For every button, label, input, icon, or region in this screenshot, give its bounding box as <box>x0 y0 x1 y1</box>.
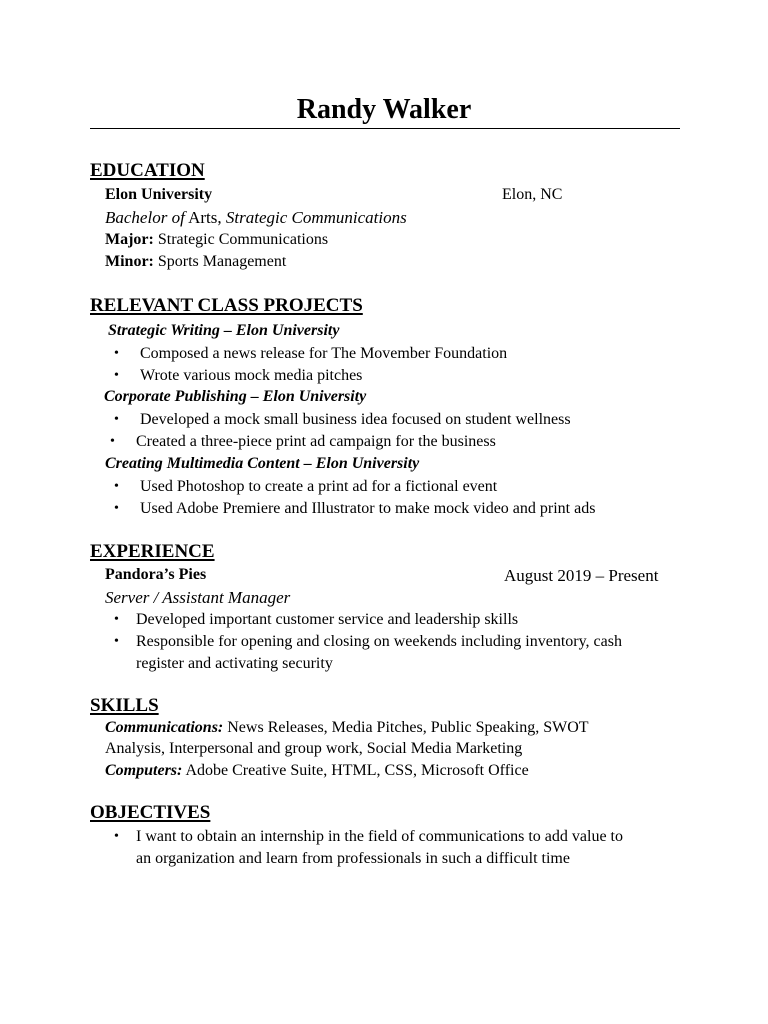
employment-dates: August 2019 – Present <box>504 566 659 585</box>
project-bullet: Developed a mock small business idea focused on student wellness <box>140 411 571 428</box>
skills-communications-continued: Analysis, Interpersonal and group work, Social Media Marketing <box>105 740 523 757</box>
major-value: Strategic Communications <box>153 231 329 248</box>
objective-text: I want to obtain an internship in the field of communications to add value to <box>136 828 623 845</box>
project-title: Strategic Writing – Elon University <box>108 322 340 339</box>
degree-line <box>105 208 407 228</box>
project-bullet: Used Adobe Premiere and Illustrator to make mock video and print ads <box>140 500 596 517</box>
project-title: Creating Multimedia Content – Elon University <box>105 455 420 472</box>
bullet-dot: • <box>114 634 119 649</box>
bullet-dot: • <box>114 479 119 494</box>
skills-communications <box>105 719 589 737</box>
objective-text-continued: an organization and learn from professionals in such a difficult time <box>136 850 570 867</box>
communications-value: News Releases, Media Pitches, Public Speaking, SWOT <box>223 719 589 736</box>
school-location: Elon, NC <box>502 186 563 203</box>
computers-value: Adobe Creative Suite, HTML, CSS, Microsoft Office <box>182 762 529 779</box>
bullet-dot: • <box>114 829 119 844</box>
computers-label: Computers: <box>105 762 183 779</box>
project-bullet: Composed a news release for The Movember Foundation <box>140 345 508 362</box>
school-name: Elon University <box>105 186 213 203</box>
header-divider <box>90 128 680 129</box>
minor-line <box>105 253 286 271</box>
degree-part-1: Bachelor of <box>105 208 185 227</box>
resume-name: Randy Walker <box>296 94 472 125</box>
degree-part-2: Arts, <box>184 208 226 227</box>
minor-value: Sports Management <box>153 253 287 270</box>
project-title: Corporate Publishing – Elon University <box>104 388 367 405</box>
experience-bullet: Responsible for opening and closing on weekends including inventory, cash <box>136 633 622 650</box>
employer-name: Pandora’s Pies <box>105 566 207 583</box>
bullet-dot: • <box>114 368 119 383</box>
projects-heading: RELEVANT CLASS PROJECTS <box>90 295 363 316</box>
bullet-dot: • <box>114 501 119 516</box>
major-label: Major: <box>105 231 154 248</box>
degree-part-3: Strategic Communications <box>225 208 407 227</box>
skills-computers <box>105 762 529 780</box>
project-bullet: Used Photoshop to create a print ad for a fictional event <box>140 478 498 495</box>
skills-heading: SKILLS <box>90 695 159 716</box>
minor-label: Minor: <box>105 253 154 270</box>
bullet-dot: • <box>114 346 119 361</box>
experience-bullet-continued: register and activating security <box>136 655 333 672</box>
education-heading: EDUCATION <box>90 160 205 181</box>
objectives-heading: OBJECTIVES <box>90 802 211 823</box>
experience-bullet: Developed important customer service and leadership skills <box>136 611 519 628</box>
bullet-dot: • <box>114 612 119 627</box>
project-bullet: Created a three-piece print ad campaign for the business <box>136 433 496 450</box>
bullet-dot: • <box>110 434 115 449</box>
job-role: Server / Assistant Manager <box>105 588 291 607</box>
project-bullet: Wrote various mock media pitches <box>140 367 363 384</box>
communications-label: Communications: <box>105 719 224 736</box>
major-line <box>105 231 328 249</box>
bullet-dot: • <box>114 412 119 427</box>
experience-heading: EXPERIENCE <box>90 541 215 562</box>
